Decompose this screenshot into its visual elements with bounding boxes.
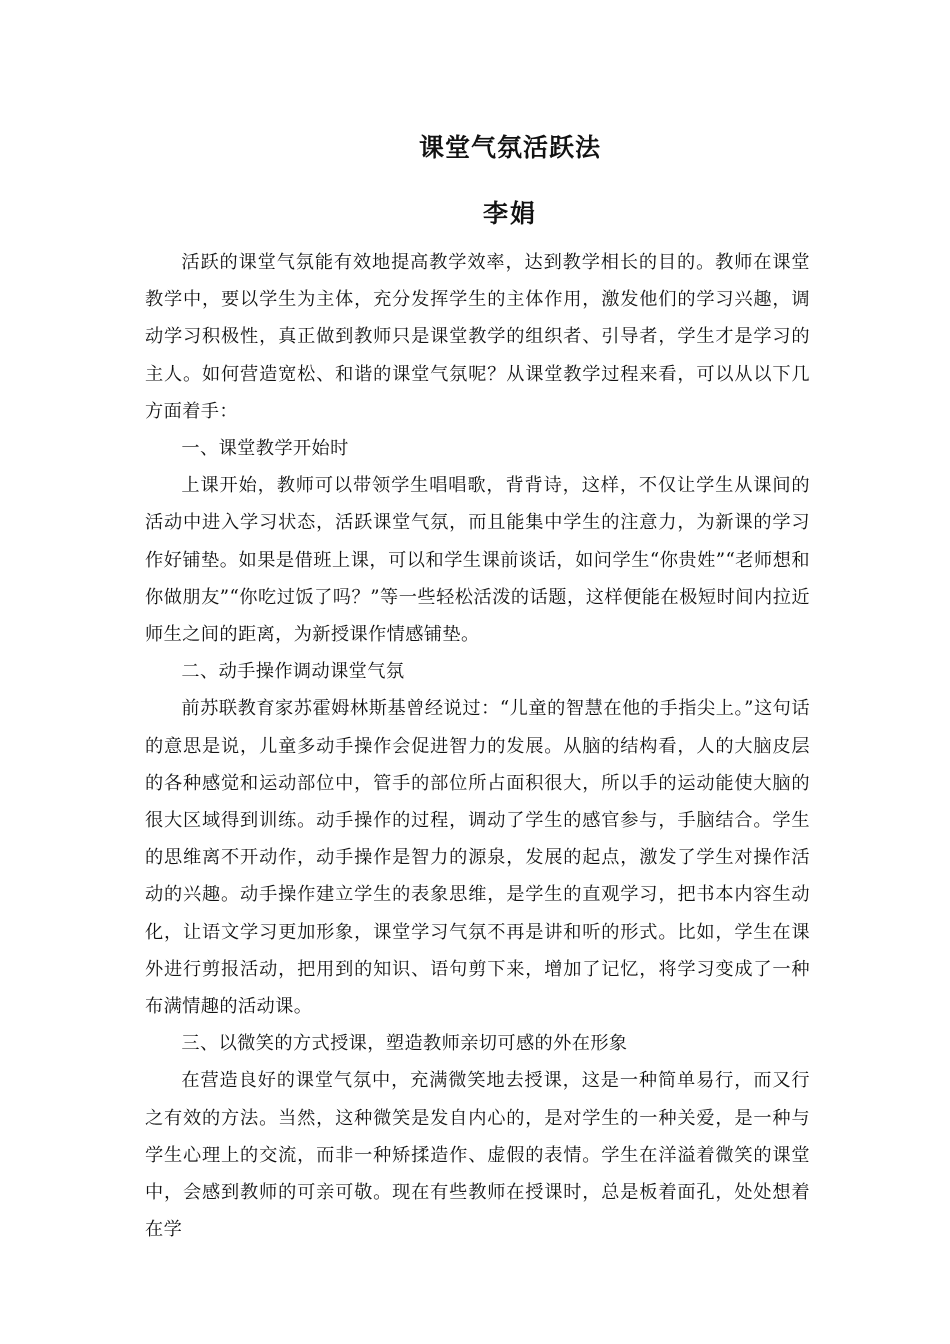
paragraph-section-2: 前苏联教育家苏霍姆林斯基曾经说过：“儿童的智慧在他的手指尖上。”这句话的意思是说，儿童多动手操作会促进智力的发展。从脑的结构看，人的大脑皮层的各种感觉和运动部位中，管手的部位所占面积很大，所以手的运动能使大脑的很大区域得到训练。动手操作的过程，调动了学生的感官参与，手脑结合。学生的思维离不开动作，动手操作是智力的源泉，发展的起点，激发了学生对操作活动的兴趣。动手操作建立学生的表象思维，是学生的直观学习，把书本内容生动化，让语文学习更加形象，课堂学习气氛不再是讲和听的形式。比如，学生在课外进行剪报活动，把用到的知识、语句剪下来，增加了记忆，将学习变成了一种布满情趣的活动课。 [145, 698, 810, 1018]
document-title: 课堂气氛活跃法 [418, 133, 601, 162]
section-heading-3: 三、以微笑的方式授课，塑造教师亲切可感的外在形象 [181, 1033, 628, 1055]
document-body [145, 244, 810, 1248]
section-heading-2: 二、动手操作调动课堂气氛 [181, 661, 405, 683]
paragraph-section-1: 上课开始，教师可以带领学生唱唱歌，背背诗，这样，不仅让学生从课间的活动中进入学习状态，活跃课堂气氛，而且能集中学生的注意力，为新课的学习作好铺垫。如果是借班上课，可以和学生课前谈话，如问学生“你贵姓”“老师想和你做朋友”“你吃过饭了吗？”等一些轻松活泼的话题，这样便能在极短时间内拉近师生之间的距离，为新授课作情感铺垫。 [145, 475, 810, 646]
document-author: 李娟 [482, 199, 537, 228]
paragraph-intro: 活跃的课堂气氛能有效地提高教学效率，达到教学相长的目的。教师在课堂教学中，要以学生为主体，充分发挥学生的主体作用，激发他们的学习兴趣，调动学习积极性，真正做到教师只是课堂教学的组织者、引导者，学生才是学习的主人。如何营造宽松、和谐的课堂气氛呢？从课堂教学过程来看，可以从以下几方面着手： [145, 252, 810, 422]
paragraph-section-3: 在营造良好的课堂气氛中，充满微笑地去授课，这是一种简单易行，而又行之有效的方法。当然，这种微笑是发自内心的，是对学生的一种关爱，是一种与学生心理上的交流，而非一种矫揉造作、虚假的表情。学生在洋溢着微笑的课堂中，会感到教师的可亲可敬。现在有些教师在授课时，总是板着面孔，处处想着在学 [145, 1070, 810, 1241]
section-heading-1: 一、课堂教学开始时 [181, 438, 349, 460]
